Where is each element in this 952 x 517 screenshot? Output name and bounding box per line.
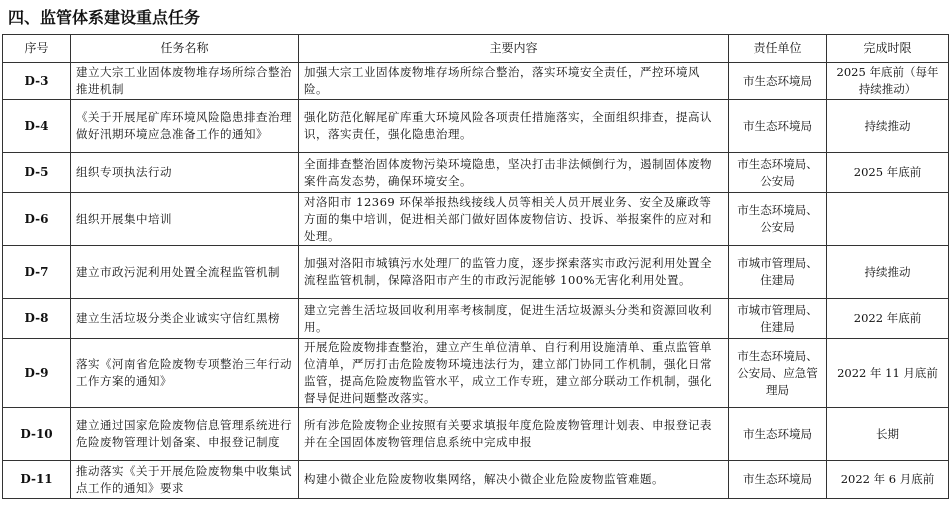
table-row xyxy=(3,299,949,339)
table-row xyxy=(3,461,949,499)
row-deadline: 2022 年底前 xyxy=(827,299,949,339)
header-unit: 责任单位 xyxy=(729,35,827,63)
table-row xyxy=(3,339,949,408)
row-unit: 市生态环境局 xyxy=(729,408,827,461)
row-unit: 市生态环境局、公安局 xyxy=(729,193,827,246)
row-unit: 市生态环境局、公安局 xyxy=(729,153,827,193)
row-deadline: 持续推动 xyxy=(827,100,949,153)
row-deadline: 长期 xyxy=(827,408,949,461)
row-content: 对洛阳市 12369 环保举报热线接线人员等相关人员开展业务、安全及廉政等方面的集中培训，促进相关部门做好固体废物信访、投诉、举报案件的应对和处理。 xyxy=(299,193,729,246)
row-task-name: 组织开展集中培训 xyxy=(71,193,299,246)
row-task-name: 推动落实《关于开展危险废物集中收集试点工作的通知》要求 xyxy=(71,461,299,499)
row-content: 建立完善生活垃圾回收利用率考核制度，促进生活垃圾源头分类和资源回收利用。 xyxy=(299,299,729,339)
table-row xyxy=(3,408,949,461)
row-task-name: 建立通过国家危险废物信息管理系统进行危险废物管理计划备案、申报登记制度 xyxy=(71,408,299,461)
row-content: 强化防范化解尾矿库重大环境风险各项责任措施落实，全面组织排查，提高认识，落实责任，强化隐患治理。 xyxy=(299,100,729,153)
row-code: D-9 xyxy=(3,339,71,408)
row-content: 所有涉危险废物企业按照有关要求填报年度危险废物管理计划表、申报登记表并在全国固体废物管理信息系统中完成申报 xyxy=(299,408,729,461)
row-content: 全面排查整治固体废物污染环境隐患，坚决打击非法倾倒行为，遏制固体废物案件高发态势，确保环境安全。 xyxy=(299,153,729,193)
row-unit: 市生态环境局 xyxy=(729,63,827,100)
header-content: 主要内容 xyxy=(299,35,729,63)
row-code: D-7 xyxy=(3,246,71,299)
row-code: D-8 xyxy=(3,299,71,339)
row-deadline: 2025 年底前（每年持续推动） xyxy=(827,63,949,100)
row-content: 构建小微企业危险废物收集网络，解决小微企业危险废物监管难题。 xyxy=(299,461,729,499)
row-deadline: 2022 年 11 月底前 xyxy=(827,339,949,408)
row-code: D-11 xyxy=(3,461,71,499)
header-task-name: 任务名称 xyxy=(71,35,299,63)
table-header-row xyxy=(3,35,949,63)
row-deadline: 2025 年底前 xyxy=(827,153,949,193)
table-row xyxy=(3,100,949,153)
header-code: 序号 xyxy=(3,35,71,63)
table-row xyxy=(3,153,949,193)
row-content: 加强对洛阳市城镇污水处理厂的监管力度，逐步探索落实市政污泥利用处置全流程监管机制，保障洛阳市产生的市政污泥能够 100%无害化利用处置。 xyxy=(299,246,729,299)
table-row xyxy=(3,193,949,246)
row-deadline: 2022 年 6 月底前 xyxy=(827,461,949,499)
row-code: D-5 xyxy=(3,153,71,193)
row-deadline: 持续推动 xyxy=(827,246,949,299)
row-deadline xyxy=(827,193,949,246)
row-task-name: 《关于开展尾矿库环境风险隐患排查治理做好汛期环境应急准备工作的通知》 xyxy=(71,100,299,153)
row-code: D-10 xyxy=(3,408,71,461)
row-task-name: 组织专项执法行动 xyxy=(71,153,299,193)
table-row xyxy=(3,63,949,100)
row-unit: 市生态环境局 xyxy=(729,461,827,499)
section-title: 四、监管体系建设重点任务 xyxy=(8,8,201,27)
row-task-name: 建立生活垃圾分类企业诚实守信红黑榜 xyxy=(71,299,299,339)
table-row xyxy=(3,246,949,299)
row-unit: 市生态环境局、公安局、应急管理局 xyxy=(729,339,827,408)
row-content: 加强大宗工业固体废物堆存场所综合整治，落实环境安全责任，严控环境风险。 xyxy=(299,63,729,100)
row-content: 开展危险废物排查整治，建立产生单位清单、自行利用设施清单、重点监管单位清单，严厉打击危险废物环境违法行为，建立部门协同工作机制，强化日常监管，提高危险废物监管水平，成立工作专班，建立部分联动工作机制，强化督导促进问题整改落实。 xyxy=(299,339,729,408)
header-deadline: 完成时限 xyxy=(827,35,949,63)
row-task-name: 建立大宗工业固体废物堆存场所综合整治推进机制 xyxy=(71,63,299,100)
row-unit: 市城市管理局、住建局 xyxy=(729,299,827,339)
row-unit: 市生态环境局 xyxy=(729,100,827,153)
row-code: D-3 xyxy=(3,63,71,100)
row-task-name: 落实《河南省危险废物专项整治三年行动工作方案的通知》 xyxy=(71,339,299,408)
task-table xyxy=(2,34,949,499)
row-code: D-4 xyxy=(3,100,71,153)
row-code: D-6 xyxy=(3,193,71,246)
row-task-name: 建立市政污泥利用处置全流程监管机制 xyxy=(71,246,299,299)
row-unit: 市城市管理局、住建局 xyxy=(729,246,827,299)
